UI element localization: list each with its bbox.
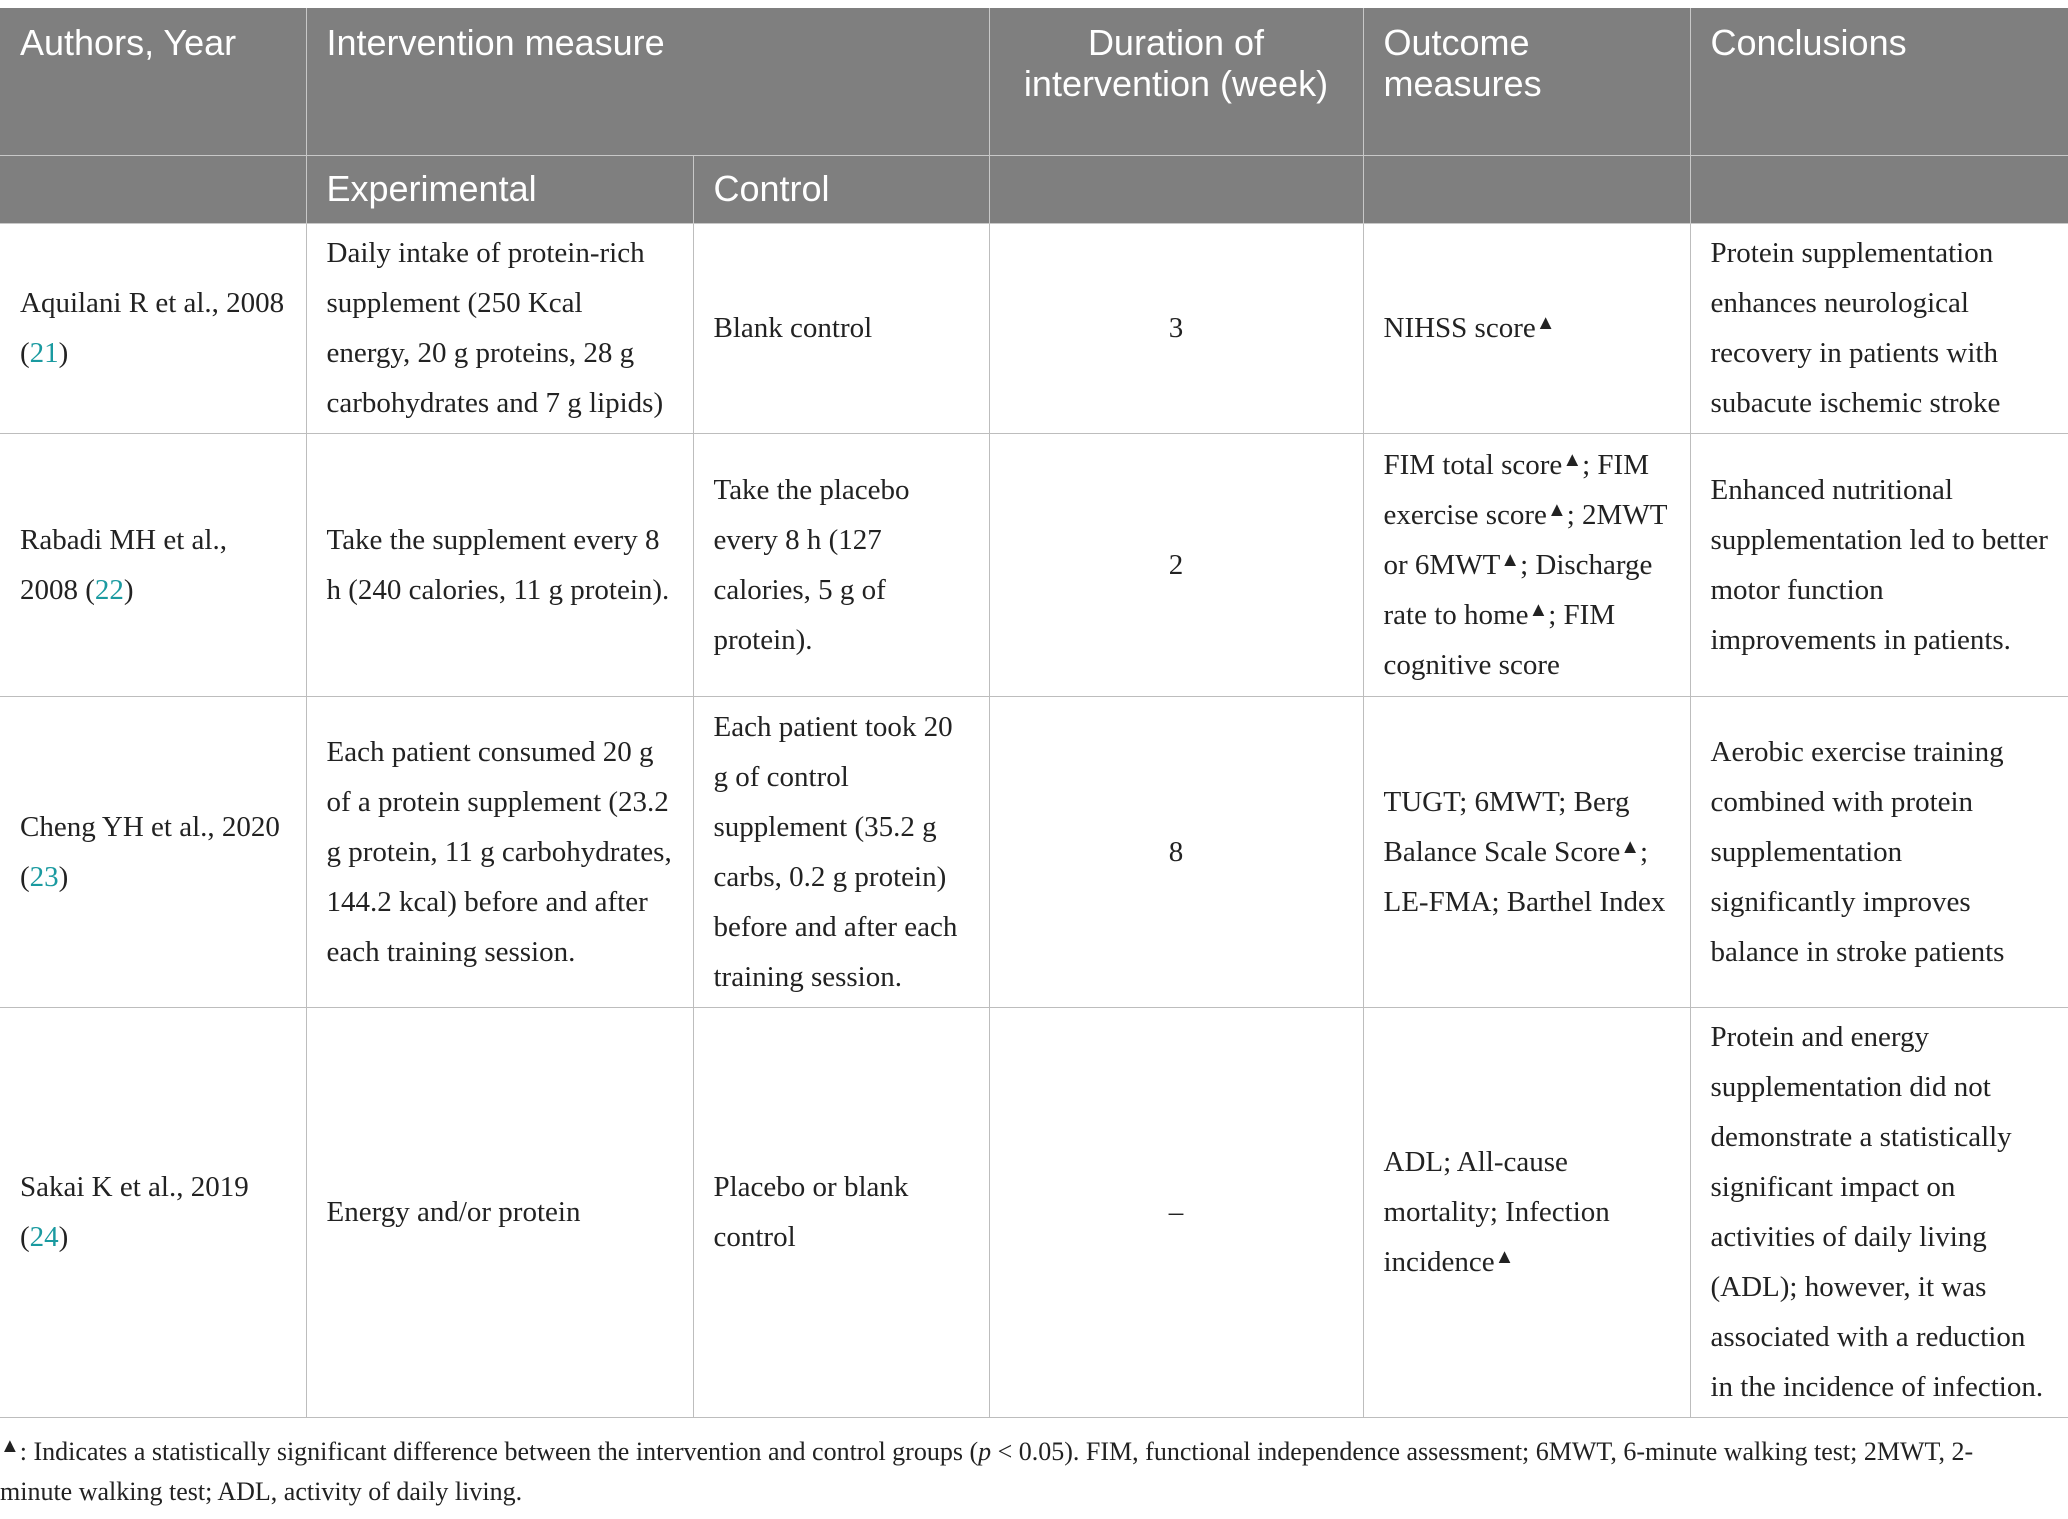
author-cell <box>0 696 306 1007</box>
experimental-cell: Energy and/or protein <box>306 1007 693 1417</box>
experimental-cell: Take the supplement every 8 h (240 calories, 11 g protein). <box>306 433 693 696</box>
reference-link[interactable]: 24 <box>29 1221 59 1253</box>
author-text: Cheng YH et al., 2020 ( <box>20 810 280 893</box>
outcome-text: ; FIM exercise score <box>1383 448 1649 531</box>
outcome-text: ; 2MWT or 6MWT <box>1383 498 1667 581</box>
conclusion-cell: Enhanced nutritional supplementation led to better motor function improvements in patients. <box>1690 433 2068 696</box>
subheader-experimental: Experimental <box>306 155 693 223</box>
header-duration: Duration of intervention (week) <box>989 8 1363 155</box>
control-cell: Placebo or blank control <box>693 1007 989 1417</box>
subheader-empty <box>1363 155 1690 223</box>
conclusion-cell: Protein supplementation enhances neurological recovery in patients with subacute ischemic stroke <box>1690 223 2068 433</box>
header-authors-year: Authors, Year <box>0 8 306 155</box>
author-text-end: ) <box>58 860 69 893</box>
reference-link[interactable]: 22 <box>94 573 124 606</box>
study-table <box>0 8 2068 1418</box>
footnote-p: p <box>978 1437 992 1466</box>
outcome-text: NIHSS score <box>1383 312 1536 344</box>
outcome-text: FIM total score <box>1383 448 1563 481</box>
outcome-text: ; FIM cognitive score <box>1383 598 1616 681</box>
header-conclusions: Conclusions <box>1690 8 2068 155</box>
author-cell <box>0 433 306 696</box>
significance-triangle-icon: ▲ <box>1562 448 1583 471</box>
outcome-text: TUGT; 6MWT; Berg Balance Scale Score <box>1383 785 1630 868</box>
outcome-cell <box>1363 223 1690 433</box>
duration-cell: 8 <box>989 696 1363 1007</box>
subheader-empty <box>0 155 306 223</box>
author-text: Rabadi MH et al., 2008 ( <box>20 523 227 606</box>
conclusion-cell: Aerobic exercise training combined with protein supplementation significantly improves balance in stroke patients <box>1690 696 2068 1007</box>
header-row <box>0 8 2068 155</box>
author-text-end: ) <box>58 1221 69 1253</box>
author-cell <box>0 1007 306 1417</box>
significance-triangle-icon: ▲ <box>1535 312 1556 334</box>
conclusion-cell: Protein and energy supplementation did not demonstrate a statistically significant impact on activities of daily living (ADL); however, it was associated with a reduction in the incidence of infection. <box>1690 1007 2068 1417</box>
subheader-empty <box>989 155 1363 223</box>
experimental-cell: Each patient consumed 20 g of a protein supplement (23.2 g protein, 11 g carbohydrates, 144.2 kcal) before and after each training session. <box>306 696 693 1007</box>
duration-cell: 3 <box>989 223 1363 433</box>
table-row <box>0 696 2068 1007</box>
outcome-text: ADL; All-cause mortality; Infection incidence <box>1383 1146 1610 1278</box>
outcome-cell <box>1363 696 1690 1007</box>
table-row <box>0 223 2068 433</box>
author-cell <box>0 223 306 433</box>
author-text-end: ) <box>123 573 134 606</box>
table-footnote <box>0 1432 2040 1512</box>
table-row <box>0 433 2068 696</box>
significance-triangle-icon: ▲ <box>1494 1246 1515 1268</box>
outcome-text: ; LE-FMA; Barthel Index <box>1383 835 1666 918</box>
duration-cell: 2 <box>989 433 1363 696</box>
control-cell: Each patient took 20 g of control supplement (35.2 g carbs, 0.2 g protein) before and after each training session. <box>693 696 989 1007</box>
control-cell: Blank control <box>693 223 989 433</box>
footnote-text-1: : Indicates a statistically significant difference between the intervention and control groups ( <box>19 1437 979 1466</box>
subheader-empty <box>1690 155 2068 223</box>
author-text: Aquilani R et al., 2008 ( <box>20 287 285 369</box>
header-outcome-measures: Outcome measures <box>1363 8 1690 155</box>
outcome-cell <box>1363 433 1690 696</box>
header-intervention-measure: Intervention measure <box>306 8 989 155</box>
significance-triangle-icon: ▲ <box>1500 548 1521 571</box>
experimental-cell: Daily intake of protein-rich supplement (250 Kcal energy, 20 g proteins, 28 g carbohydrates and 7 g lipids) <box>306 223 693 433</box>
subheader-row <box>0 155 2068 223</box>
significance-triangle-icon: ▲ <box>1546 498 1567 521</box>
control-cell: Take the placebo every 8 h (127 calories, 5 g of protein). <box>693 433 989 696</box>
footnote-text-2: < 0.05). FIM, functional independence assessment; 6MWT, 6-minute walking test; 2MWT, 2-minute walking test; ADL, activity of daily living. <box>0 1437 1974 1506</box>
table-row <box>0 1007 2068 1417</box>
outcome-text: ; Discharge rate to home <box>1383 548 1653 631</box>
duration-cell: – <box>989 1007 1363 1417</box>
significance-triangle-icon: ▲ <box>1620 835 1641 858</box>
reference-link[interactable]: 21 <box>29 337 59 369</box>
significance-triangle-icon: ▲ <box>1528 598 1549 621</box>
table-body <box>0 223 2068 1417</box>
author-text-end: ) <box>58 337 69 369</box>
significance-triangle-icon: ▲ <box>0 1435 20 1457</box>
subheader-control: Control <box>693 155 989 223</box>
author-text: Sakai K et al., 2019 ( <box>20 1171 249 1253</box>
outcome-cell <box>1363 1007 1690 1417</box>
reference-link[interactable]: 23 <box>29 860 59 893</box>
